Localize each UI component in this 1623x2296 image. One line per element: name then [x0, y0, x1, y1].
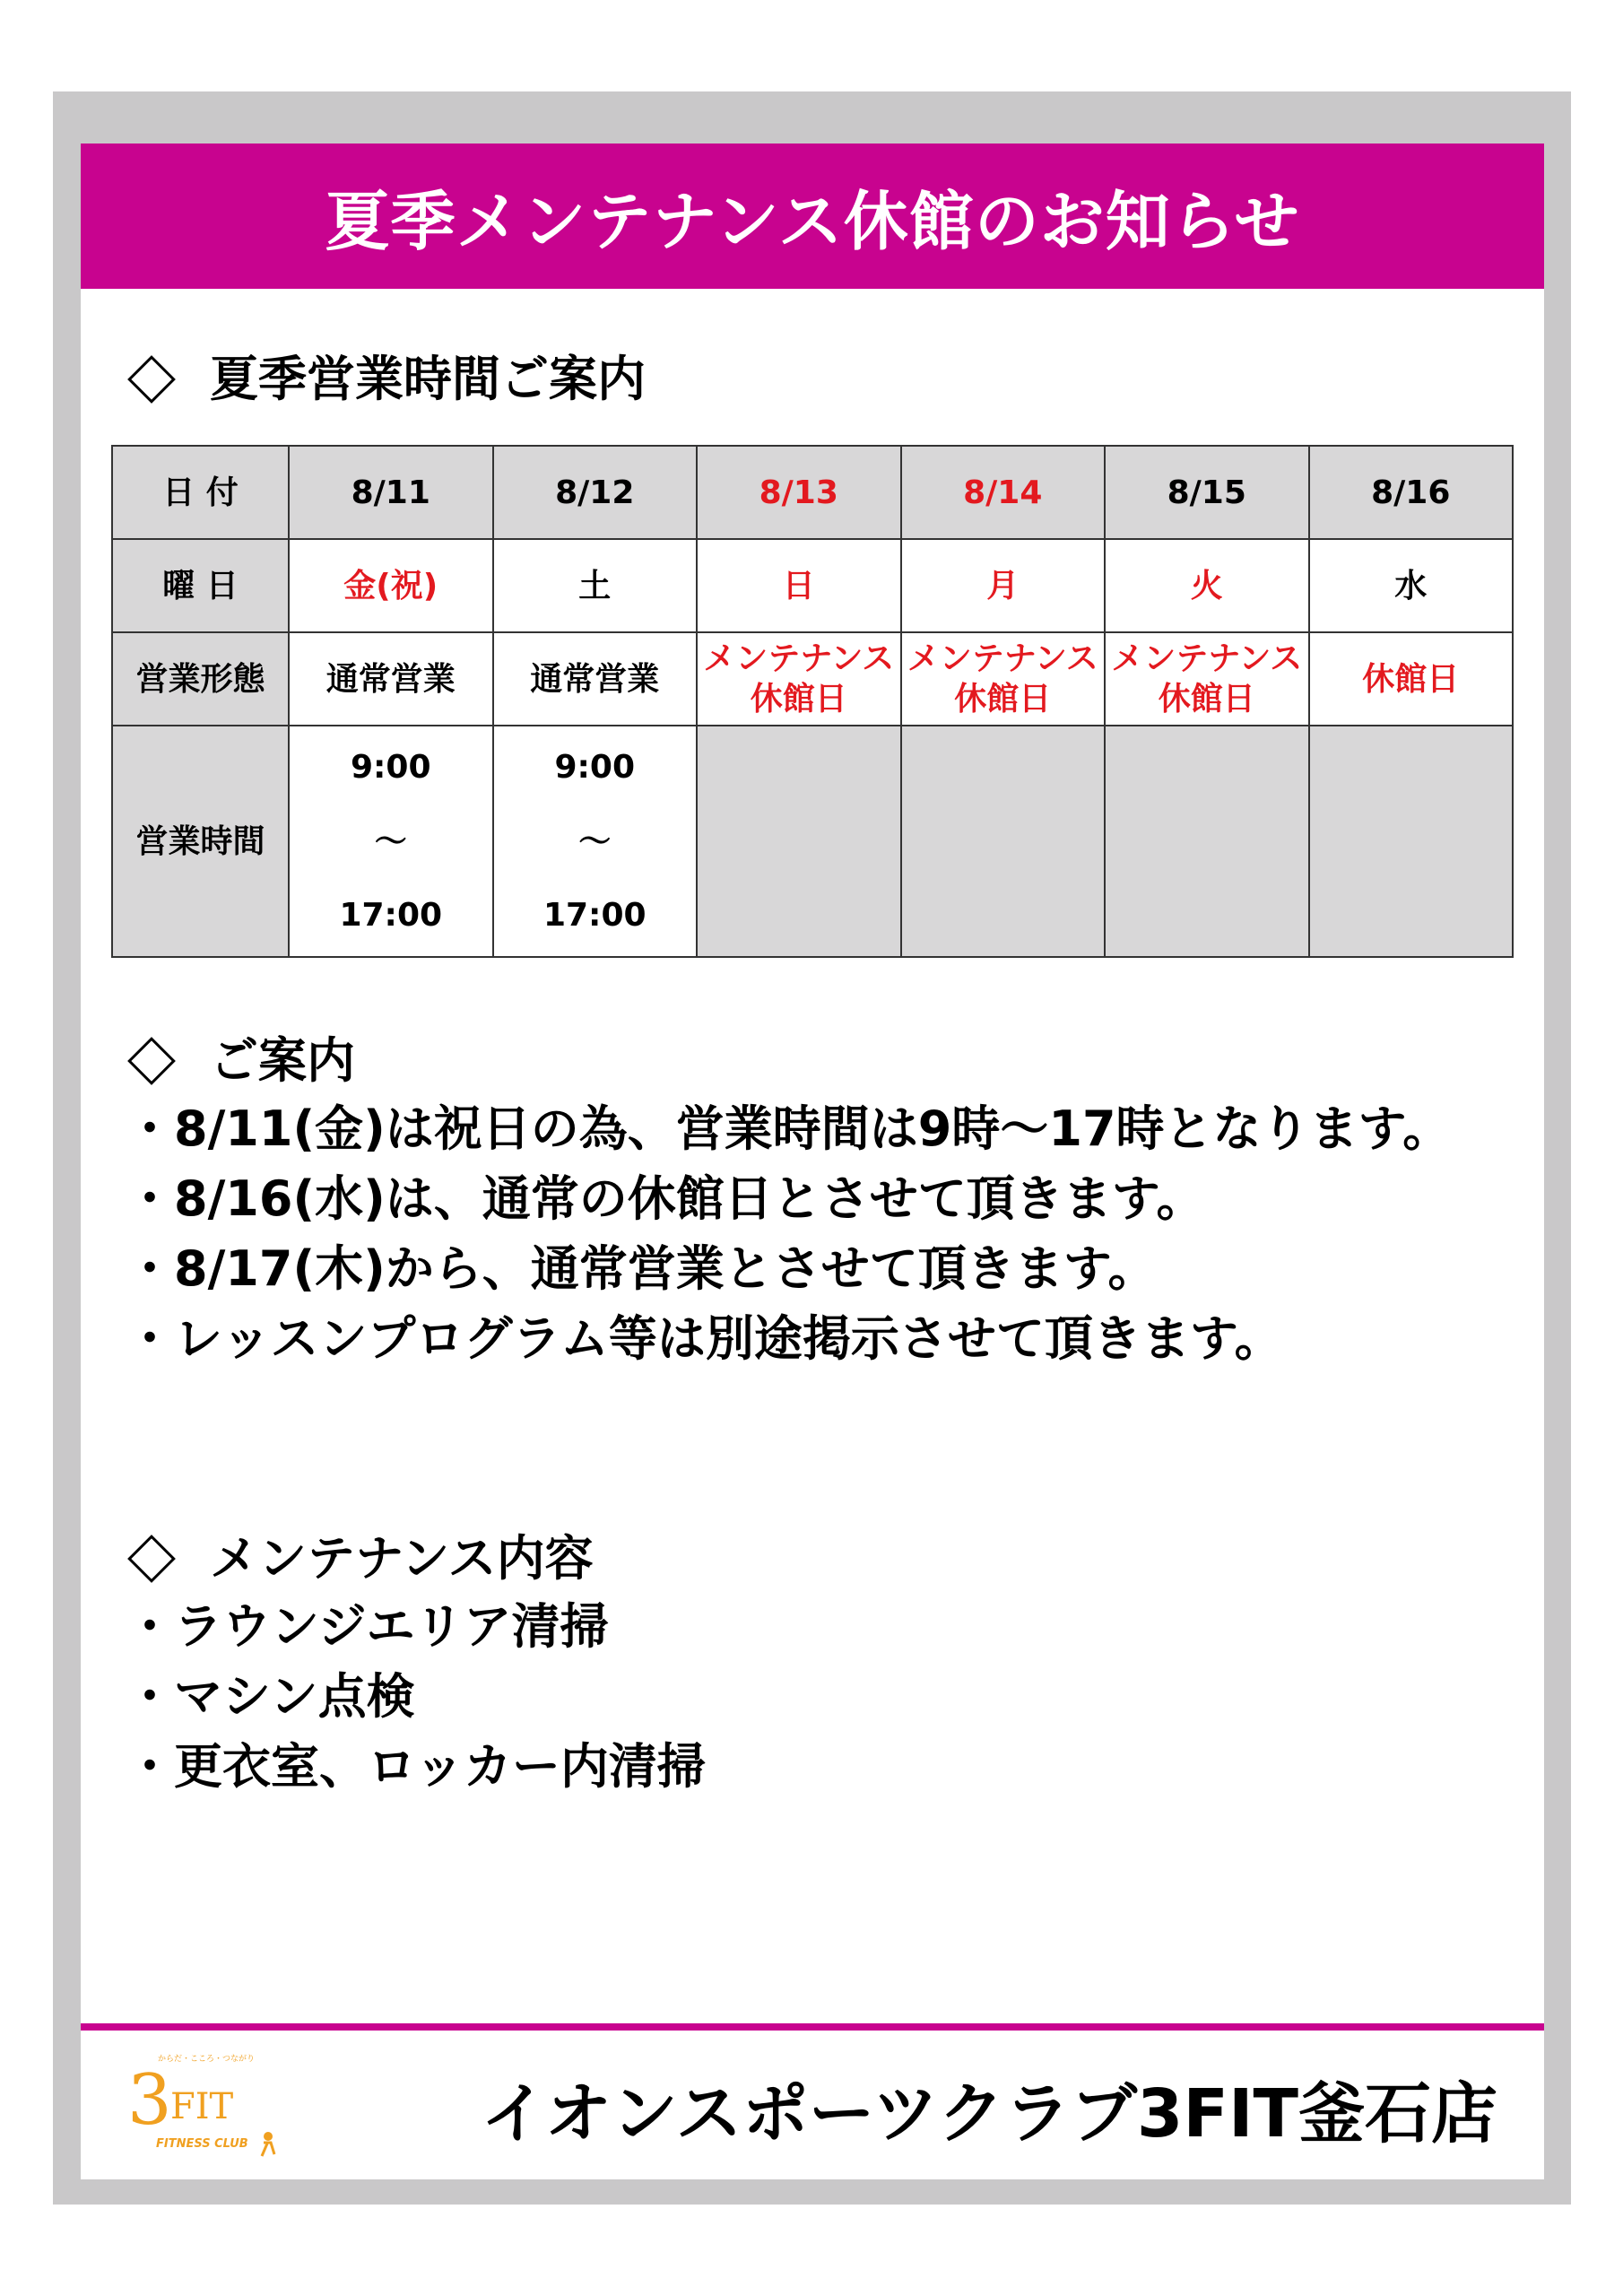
section-heading-info: ご案内	[124, 1022, 355, 1091]
section-heading-hours: 夏季営業時間ご案内	[124, 341, 646, 410]
list-item: ・マシン点検	[126, 1668, 415, 1725]
weekday-cell: 月	[901, 539, 1106, 632]
date-cell: 8/14	[901, 446, 1106, 539]
logo-numeral: 3	[127, 2060, 172, 2141]
info-list	[126, 1094, 1451, 1374]
store-name: イオンスポーツクラブ3FIT釜石店	[481, 2075, 1497, 2152]
type-cell: 通常営業	[289, 632, 493, 726]
table-row-hours	[112, 726, 1513, 957]
date-cell: 8/15	[1105, 446, 1309, 539]
list-item: ・8/17(木)から、通常営業とさせて頂きます。	[126, 1240, 1157, 1297]
hours-cell-closed	[1309, 726, 1514, 957]
list-item: ・レッスンプログラム等は別途掲示させて頂きます。	[126, 1310, 1283, 1367]
type-cell: 通常営業	[493, 632, 698, 726]
diamond-icon	[127, 355, 176, 404]
weekday-cell: 金(祝)	[289, 539, 493, 632]
date-cell: 8/11	[289, 446, 493, 539]
type-cell: メンテナンス 休館日	[1105, 632, 1309, 726]
logo-subtitle: FITNESS CLUB	[156, 2137, 248, 2151]
hours-cell-closed	[1105, 726, 1309, 957]
table-row-date	[112, 446, 1513, 539]
logo-text: FIT	[170, 2086, 234, 2127]
hours-cell: 9:00 ～ 17:00	[493, 726, 698, 957]
row-label-weekday: 曜 日	[112, 539, 289, 632]
weekday-cell: 火	[1105, 539, 1309, 632]
hours-cell-closed	[901, 726, 1106, 957]
list-item: ・8/16(水)は、通常の休館日とさせて頂きます。	[126, 1170, 1205, 1227]
date-cell: 8/16	[1309, 446, 1514, 539]
date-cell: 8/13	[697, 446, 901, 539]
date-cell: 8/12	[493, 446, 698, 539]
weekday-cell: 土	[493, 539, 698, 632]
page-title: 夏季メンテナンス休館のお知らせ	[325, 184, 1300, 259]
weekday-cell: 水	[1309, 539, 1514, 632]
hours-cell: 9:00 ～ 17:00	[289, 726, 493, 957]
table-row-weekday	[112, 539, 1513, 632]
weekday-cell: 日	[697, 539, 901, 632]
maintenance-list	[126, 1592, 706, 1802]
title-banner	[81, 144, 1544, 289]
diamond-icon	[127, 1037, 176, 1085]
type-cell: メンテナンス 休館日	[697, 632, 901, 726]
list-item: ・更衣室、ロッカー内清掃	[126, 1738, 706, 1795]
type-cell: メンテナンス 休館日	[901, 632, 1106, 726]
type-cell: 休館日	[1309, 632, 1514, 726]
row-label-date: 日 付	[112, 446, 289, 539]
logo-tagline: からだ・こころ・つながり	[158, 2055, 256, 2064]
footer-divider	[81, 2023, 1544, 2031]
row-label-hours: 営業時間	[112, 726, 289, 957]
3fit-logo	[120, 2050, 291, 2161]
3fit-logo-icon	[120, 2050, 291, 2161]
schedule-table	[111, 445, 1514, 958]
section-heading-maintenance: メンテナンス内容	[124, 1520, 594, 1589]
table-row-type	[112, 632, 1513, 726]
hours-cell-closed	[697, 726, 901, 957]
list-item: ・8/11(金)は祝日の為、営業時間は9時～17時となります。	[126, 1100, 1452, 1157]
diamond-icon	[127, 1535, 176, 1583]
list-item: ・ラウンジエリア清掃	[126, 1598, 609, 1655]
row-label-type: 営業形態	[112, 632, 289, 726]
